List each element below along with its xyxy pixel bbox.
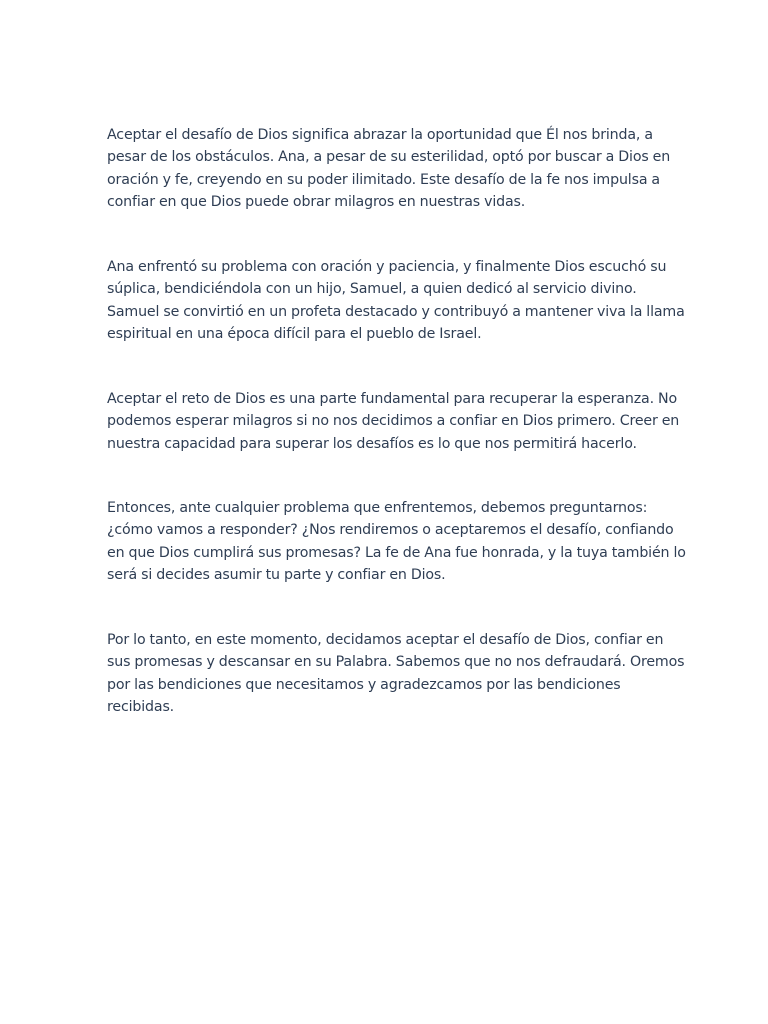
- paragraph-3: [107, 388, 680, 455]
- paragraph-line: sus promesas y descansar en su Palabra. Sabemos que no nos defraudará. Oremos: [107, 654, 685, 671]
- paragraph-line: súplica, bendiciéndola con un hijo, Samuel, a quien dedicó al servicio divino.: [107, 281, 637, 298]
- paragraph-line: Aceptar el reto de Dios es una parte fundamental para recuperar la esperanza. No: [107, 391, 677, 407]
- paragraph-line: recibidas.: [107, 698, 175, 715]
- paragraph-line: Aceptar el desafío de Dios significa abrazar la oportunidad que Él nos brinda, a: [107, 127, 653, 143]
- paragraph-5: [107, 629, 685, 718]
- paragraph-line: oración y fe, creyendo en su poder ilimitado. Este desafío de la fe nos impulsa a: [107, 171, 660, 188]
- paragraph-line: Ana enfrentó su problema con oración y paciencia, y finalmente Dios escuchó su: [107, 259, 667, 275]
- paragraph-line: Por lo tanto, en este momento, decidamos aceptar el desafío de Dios, confiar en: [107, 632, 664, 648]
- paragraph-1: [107, 124, 671, 213]
- paragraph-line: pesar de los obstáculos. Ana, a pesar de su esterilidad, optó por buscar a Dios en: [107, 149, 671, 166]
- paragraph-line: por las bendiciones que necesitamos y agradezcamos por las bendiciones: [107, 676, 621, 693]
- paragraph-line: Entonces, ante cualquier problema que enfrentemos, debemos preguntarnos:: [107, 500, 648, 516]
- paragraph-line: ¿cómo vamos a responder? ¿Nos rendiremos o aceptaremos el desafío, confiando: [107, 522, 674, 539]
- paragraph-2: [107, 256, 685, 345]
- paragraph-line: confiar en que Dios puede obrar milagros en nuestras vidas.: [107, 193, 526, 210]
- paragraph-line: en que Dios cumplirá sus promesas? La fe de Ana fue honrada, y la tuya también lo: [107, 544, 686, 561]
- paragraph-4: [107, 497, 686, 586]
- paragraph-line: Samuel se convirtió en un profeta destacado y contribuyó a mantener viva la llama: [107, 303, 685, 320]
- paragraph-line: espiritual en una época difícil para el pueblo de Israel.: [107, 325, 482, 342]
- paragraph-line: será si decides asumir tu parte y confiar en Dios.: [107, 566, 446, 583]
- paragraph-line: podemos esperar milagros si no nos decidimos a confiar en Dios primero. Creer en: [107, 413, 680, 430]
- paragraph-line: nuestra capacidad para superar los desafíos es lo que nos permitirá hacerlo.: [107, 435, 637, 452]
